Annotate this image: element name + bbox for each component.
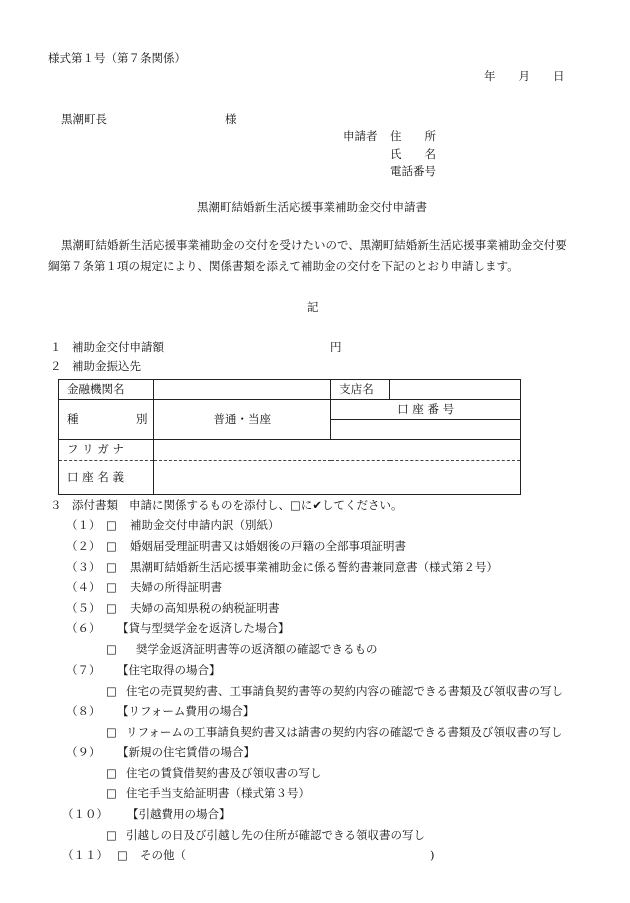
- attachment-2-checkbox[interactable]: □: [106, 539, 117, 553]
- account-number-field[interactable]: [331, 420, 521, 440]
- form-number: 様式第１号（第７条関係）: [48, 51, 186, 65]
- attachment-9-heading: 【新規の住宅賃借の場合】: [117, 745, 255, 759]
- attachment-4-text: 夫婦の所得証明書: [130, 580, 222, 594]
- attachment-7-heading: 【住宅取得の場合】: [117, 663, 221, 677]
- attachment-10-number: （１０）: [62, 807, 108, 821]
- attachment-4-number: （４）: [66, 580, 101, 594]
- yen-unit: 円: [330, 340, 342, 354]
- attachment-6-number: （６）: [66, 621, 101, 635]
- address-label: 住 所: [390, 129, 436, 143]
- account-name-label: 口 座 名 義: [59, 461, 154, 495]
- document-title: 黒潮町結婚新生活応援事業補助金交付申請書: [197, 200, 427, 214]
- mayor-label: 黒潮町長: [61, 112, 107, 126]
- section3-number: ３: [50, 498, 62, 512]
- attachment-8a-checkbox[interactable]: □: [106, 725, 117, 739]
- account-number-label: 口 座 番 号: [331, 400, 521, 420]
- branch-field[interactable]: [390, 380, 521, 400]
- attachment-9b-text: 住宅手当支給証明書（様式第３号）: [126, 786, 310, 800]
- ki-label: 記: [307, 300, 319, 314]
- attachment-7a-text: 住宅の売買契約書、工事請負契約書等の契約内容の確認できる書類及び領収書の写し: [126, 684, 563, 698]
- attachment-5-checkbox[interactable]: □: [106, 601, 117, 615]
- attachment-6a-checkbox[interactable]: □: [106, 642, 117, 656]
- attachment-4-checkbox[interactable]: □: [106, 580, 117, 594]
- section1-label: 補助金交付申請額: [72, 340, 164, 354]
- attachment-5-text: 夫婦の高知県税の納税証明書: [130, 601, 280, 615]
- attachment-1-text: 補助金交付申請内訳（別紙）: [130, 518, 280, 532]
- attachment-9-number: （９）: [66, 745, 101, 759]
- section1-number: １: [50, 340, 62, 354]
- attachment-10-heading: 【引越費用の場合】: [127, 807, 231, 821]
- attachment-2-text: 婚姻届受理証明書又は婚姻後の戸籍の全部事項証明書: [130, 539, 406, 553]
- furigana-label: フ リ ガ ナ: [59, 440, 154, 461]
- attachment-10a-checkbox[interactable]: □: [106, 828, 117, 842]
- attachment-1-checkbox[interactable]: □: [106, 518, 117, 532]
- name-label: 氏 名: [390, 147, 436, 161]
- attachment-11-checkbox[interactable]: □: [117, 848, 128, 862]
- bank-name-label: 金融機関名: [59, 380, 154, 400]
- sama-label: 様: [225, 112, 237, 126]
- type-label-text: 種 別: [67, 411, 154, 426]
- attachment-7a-checkbox[interactable]: □: [106, 684, 117, 698]
- phone-label: 電話番号: [390, 164, 436, 178]
- furigana-field[interactable]: [154, 440, 521, 461]
- attachment-2-number: （２）: [66, 539, 101, 553]
- section3-label: 添付書類: [72, 498, 118, 512]
- attachment-9a-text: 住宅の賃貸借契約書及び領収書の写し: [126, 766, 322, 780]
- account-name-field[interactable]: [154, 461, 521, 495]
- body-line-1: 黒潮町結婚新生活応援事業補助金の交付を受けたいので、黒潮町結婚新生活応援事業補助金交付要: [61, 238, 567, 252]
- attachment-8-number: （８）: [66, 704, 101, 718]
- attachment-5-number: （５）: [66, 601, 101, 615]
- branch-label: 支店名: [331, 380, 390, 400]
- attachment-1-number: （１）: [66, 518, 101, 532]
- applicant-label: 申請者: [343, 129, 378, 143]
- attachment-11-number: （１１）: [62, 848, 108, 862]
- attachment-3-checkbox[interactable]: □: [106, 560, 117, 574]
- attachment-9b-checkbox[interactable]: □: [106, 786, 117, 800]
- attachment-3-number: （３）: [66, 560, 101, 574]
- type-label: [59, 400, 154, 440]
- bank-name-field[interactable]: [154, 380, 331, 400]
- body-line-2: 綱第７条第１項の規定により、関係書類を添えて補助金の交付を下記のとおり申請します。: [48, 259, 519, 273]
- attachment-6-heading: 【貸与型奨学金を返済した場合】: [117, 621, 290, 635]
- date-field: 年 月 日: [484, 69, 565, 83]
- attachment-9a-checkbox[interactable]: □: [106, 766, 117, 780]
- section2-label: 補助金振込先: [72, 359, 141, 373]
- attachment-6a-text: 奨学金返済証明書等の返済額の確認できるもの: [136, 642, 378, 656]
- attachment-8-heading: 【リフォーム費用の場合】: [117, 704, 255, 718]
- type-value[interactable]: 普通・当座: [154, 400, 331, 440]
- section3-instruction: 申請に関係するものを添付し、□に✔してください。: [129, 498, 403, 512]
- section2-number: ２: [50, 359, 62, 373]
- attachment-8a-text: リフォームの工事請負契約書又は請書の契約内容の確認できる書類及び領収書の写し: [126, 725, 563, 739]
- attachment-7-number: （７）: [66, 663, 101, 677]
- attachment-11-text: その他（: [140, 848, 186, 862]
- attachment-11-close-paren: ): [430, 848, 435, 862]
- bank-account-table: [58, 379, 521, 495]
- attachment-10a-text: 引越しの日及び引越し先の住所が確認できる領収書の写し: [126, 828, 425, 842]
- attachment-3-text: 黒潮町結婚新生活応援事業補助金に係る誓約書兼同意書（様式第２号）: [130, 560, 498, 574]
